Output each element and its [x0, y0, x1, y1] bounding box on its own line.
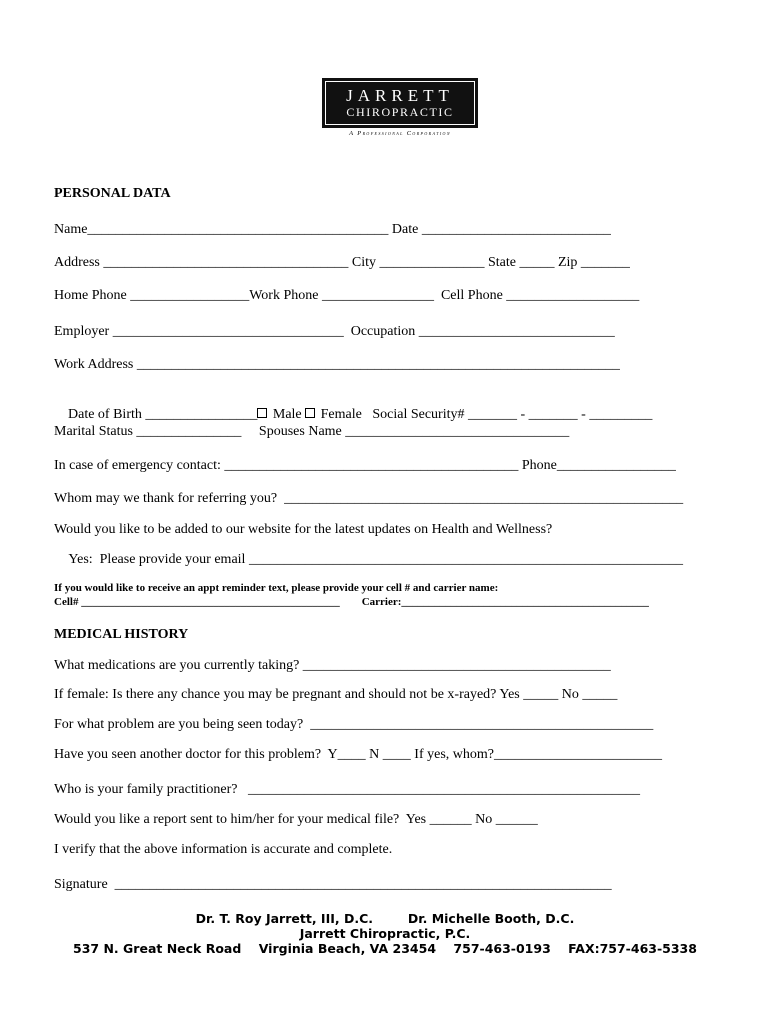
medications-field[interactable]: What medications are you currently taking? ____________________________________________	[54, 658, 611, 673]
female-ssn-field[interactable]: Female Social Security# _______ - _______ - _________	[317, 407, 653, 422]
family-practitioner-field[interactable]: Who is your family practitioner? ________________________________________________________	[54, 782, 640, 797]
work-address-field[interactable]: Work Address _____________________________________________________________________	[54, 357, 620, 372]
employer-occupation-field[interactable]: Employer _________________________________ Occupation ____________________________	[54, 324, 615, 339]
cell-carrier-field[interactable]: Cell# _______________________________________________ Carrier:_____________________________________________	[54, 596, 649, 608]
other-doctor-field[interactable]: Have you seen another doctor for this problem? Y____ N ____ If yes, whom?________________________	[54, 747, 662, 762]
footer-practice: Jarrett Chiropractic, P.C.	[299, 926, 471, 941]
personal-data-heading: PERSONAL DATA	[54, 186, 171, 201]
female-checkbox[interactable]	[305, 408, 315, 418]
jarrett-logo	[322, 78, 478, 137]
problem-field[interactable]: For what problem are you being seen today? _________________________________________________	[54, 717, 654, 732]
marital-spouse-field[interactable]: Marital Status _______________ Spouses Name ________________________________	[54, 424, 570, 439]
emergency-contact-field[interactable]: In case of emergency contact: __________________________________________ Phone_________________	[54, 458, 676, 473]
address-field[interactable]: Address ___________________________________ City _______________ State _____ Zip _______	[54, 255, 630, 270]
logo-subname: CHIROPRACTIC	[346, 105, 454, 119]
logo-tagline: A Professional Corporation	[349, 130, 451, 137]
footer-contact: 537 N. Great Neck Road Virginia Beach, VA 23454 757-463-0193 FAX:757-463-5338	[73, 941, 697, 956]
logo-name: JARRETT	[346, 86, 454, 105]
male-checkbox[interactable]	[257, 408, 267, 418]
name-date-field[interactable]: Name___________________________________________ Date ___________________________	[54, 222, 611, 237]
verification-statement: I verify that the above information is accurate and complete.	[54, 842, 393, 857]
website-question: Would you like to be added to our website for the latest updates on Health and Wellness?	[54, 522, 553, 537]
pregnancy-field[interactable]: If female: Is there any chance you may be pregnant and should not be x-rayed? Yes _____ No _____	[54, 687, 618, 702]
report-request-field[interactable]: Would you like a report sent to him/her for your medical file? Yes ______ No ______	[54, 812, 538, 827]
logo-box	[322, 78, 478, 128]
footer-doctors: Dr. T. Roy Jarrett, III, D.C. Dr. Michelle Booth, D.C.	[195, 911, 575, 926]
email-field[interactable]: Yes: Please provide your email ______________________________________________________________	[54, 552, 676, 567]
referral-field[interactable]: Whom may we thank for referring you? _________________________________________________________	[54, 491, 684, 506]
dob-field[interactable]: Date of Birth ________________	[68, 407, 258, 422]
signature-field[interactable]: Signature _______________________________________________________________________	[54, 877, 612, 892]
male-label: Male	[269, 407, 306, 422]
reminder-instructions: If you would like to receive an appt reminder text, please provide your cell # and carrier name:	[54, 582, 499, 594]
medical-history-heading: MEDICAL HISTORY	[54, 627, 189, 642]
phone-fields[interactable]: Home Phone _________________Work Phone ________________ Cell Phone ___________________	[54, 288, 640, 303]
